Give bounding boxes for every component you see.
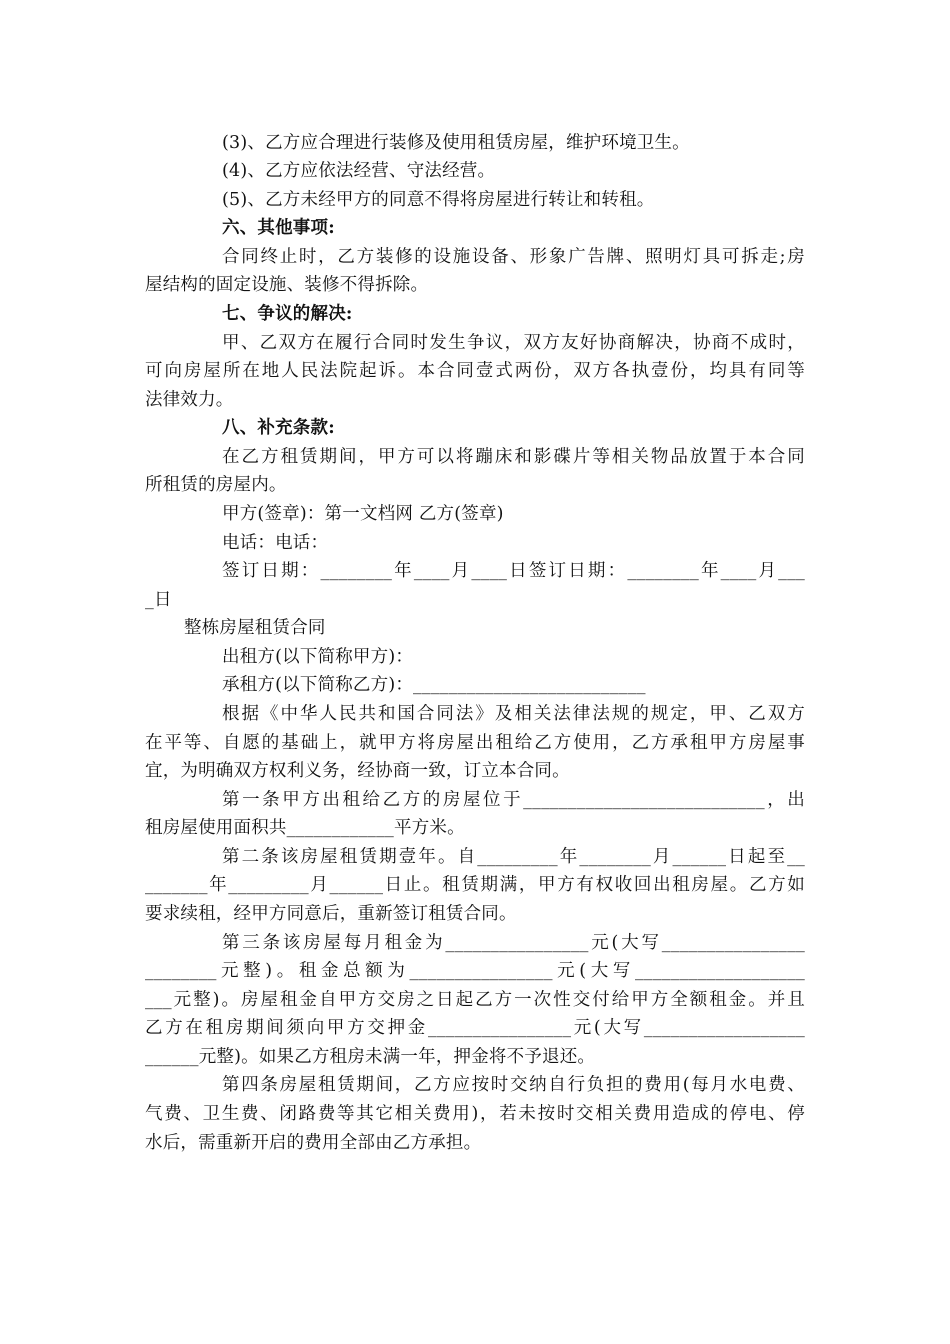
article-1-line-1: 第一条甲方出租给乙方的房屋位于___________________________，出 (222, 790, 805, 810)
preamble-line-1: 根据《中华人民共和国合同法》及相关法律法规的规定，甲、乙双方 (222, 704, 805, 724)
section-8-text-line-1: 在乙方租赁期间，甲方可以将蹦床和影碟片等相关物品放置于本合同 (222, 447, 805, 467)
sign-date-line: 签订日期：________年____月____日签订日期：________年____月___ (222, 561, 805, 581)
clause-5-5: (5)、乙方未经甲方的同意不得将房屋进行转让和转租。 (222, 190, 655, 210)
article-3-line-5: ______元整)。如果乙方租房未满一年，押金将不予退还。 (145, 1047, 596, 1067)
section-6-text-line-2: 屋结构的固定设施、装修不得拆除。 (145, 275, 429, 295)
article-2-line-3: 要求续租，经甲方同意后，重新签订租赁合同。 (145, 904, 517, 924)
preamble-line-3: 宜，为明确双方权利义务，经协商一致，订立本合同。 (145, 761, 570, 781)
section-7-text-line-1: 甲、乙双方在履行合同时发生争议，双方友好协商解决，协商不成时， (222, 333, 805, 353)
section-7-heading: 七、争议的解决: (222, 304, 353, 324)
article-4-line-3: 水后，需重新开启的费用全部由乙方承担。 (145, 1133, 482, 1153)
clause-5-3: (3)、乙方应合理进行装修及使用租赁房屋，维护环境卫生。 (222, 133, 690, 153)
article-3-line-3: ___元整)。房屋租金自甲方交房之日起乙方一次性交付给甲方全额租金。并且 (145, 990, 805, 1010)
article-1-line-2: 租房屋使用面积共____________平方米。 (145, 818, 465, 838)
article-4-line-2: 气费、卫生费、闭路费等其它相关费用)，若未按时交相关费用造成的停电、停 (145, 1104, 805, 1124)
article-2-line-1: 第二条该房屋租赁期壹年。自_________年________月______日起至__ (222, 847, 805, 867)
clause-5-4: (4)、乙方应依法经营、守法经营。 (222, 161, 496, 181)
lessee-line: 承租方(以下简称乙方)：__________________________ (222, 675, 646, 695)
section-8-text-line-2: 所租赁的房屋内。 (145, 475, 287, 495)
article-2-line-2: _______年_________月______日止。租赁期满，甲方有权收回出租房屋。乙方如 (145, 875, 805, 895)
sign-date-line-cont: _日 (145, 590, 172, 610)
article-3-line-4: 乙方在租房期间须向甲方交押金________________元(大写__________________ (145, 1018, 805, 1038)
section-7-text-line-3: 法律效力。 (145, 390, 234, 410)
section-8-heading: 八、补充条款: (222, 418, 335, 438)
article-3-line-2: ________元整)。租金总额为________________元(大写___________________ (145, 961, 805, 981)
preamble-line-2: 在平等、自愿的基础上，就甲方将房屋出租给乙方使用，乙方承租甲方房屋事 (145, 733, 805, 753)
phone-line: 电话：电话： (222, 533, 329, 553)
section-7-text-line-2: 可向房屋所在地人民法院起诉。本合同壹式两份，双方各执壹份，均具有同等 (145, 361, 805, 381)
section-6-text-line-1: 合同终止时，乙方装修的设施设备、形象广告牌、照明灯具可拆走;房 (222, 247, 805, 267)
article-3-line-1: 第三条该房屋每月租金为________________元(大写________________ (222, 933, 805, 953)
lessor-line: 出租方(以下简称甲方)： (222, 647, 414, 667)
signature-line: 甲方(签章)：第一文档网 乙方(签章) (222, 504, 504, 524)
contract-title: 整栋房屋租赁合同 (184, 618, 326, 638)
article-4-line-1: 第四条房屋租赁期间，乙方应按时交纳自行负担的费用(每月水电费、 (222, 1075, 805, 1095)
section-6-heading: 六、其他事项: (222, 218, 335, 238)
